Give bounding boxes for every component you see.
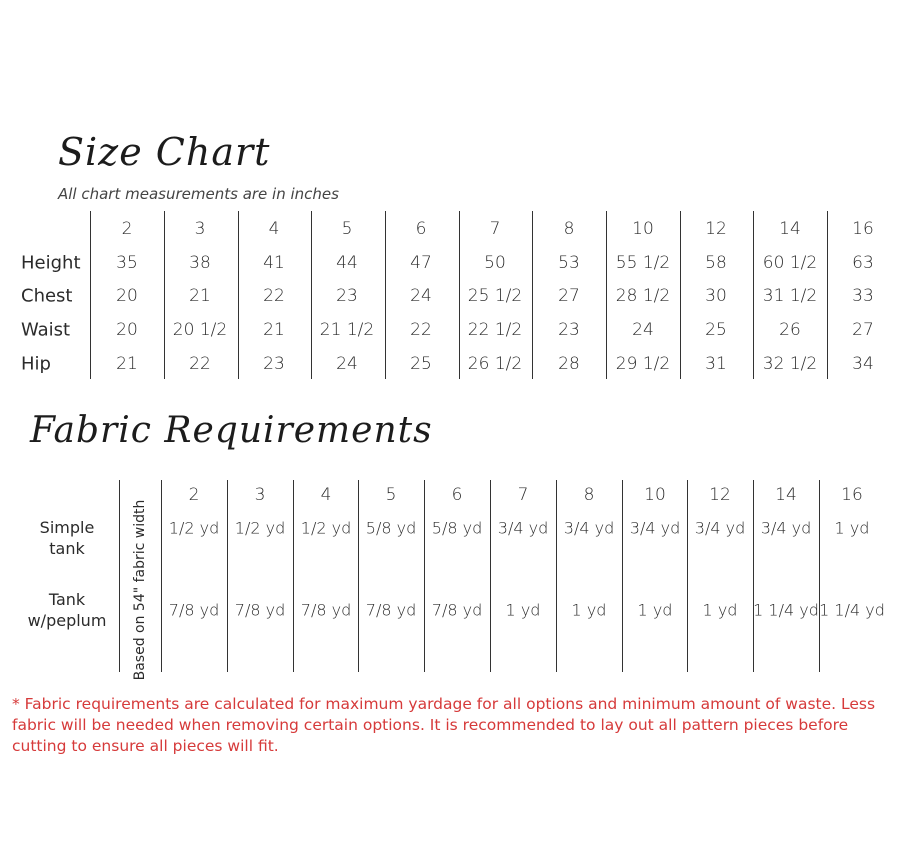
size-chart-cell: 27 <box>852 320 874 340</box>
size-chart-size-header: 4 <box>268 219 280 239</box>
size-chart-column-divider <box>385 211 386 379</box>
size-chart-column-divider <box>827 211 828 379</box>
size-chart-column-divider <box>680 211 681 379</box>
size-chart-cell: 28 1/2 <box>615 286 671 306</box>
size-chart-size-header: 5 <box>341 219 353 239</box>
size-chart-row-label: Chest <box>21 285 73 307</box>
size-chart-row-label: Height <box>21 252 81 274</box>
size-chart-column-divider <box>459 211 460 379</box>
fabric-cell: 1 1/4 yd <box>753 600 819 620</box>
fabric-size-header: 14 <box>775 485 797 505</box>
size-chart-size-header: 10 <box>632 219 654 239</box>
size-chart-cell: 20 1/2 <box>172 320 228 340</box>
size-chart-cell: 58 <box>705 253 727 273</box>
size-chart-cell: 44 <box>336 253 358 273</box>
size-chart-cell: 25 <box>410 354 432 374</box>
size-chart-cell: 63 <box>852 253 874 273</box>
size-chart-column-divider <box>311 211 312 379</box>
fabric-size-header: 2 <box>188 485 200 505</box>
fabric-cell: 7/8 yd <box>365 600 417 620</box>
size-chart-cell: 34 <box>852 354 874 374</box>
size-chart-cell: 53 <box>558 253 580 273</box>
size-chart-cell: 26 1/2 <box>467 354 523 374</box>
size-chart-cell: 23 <box>336 286 358 306</box>
fabric-cell: 3/4 yd <box>497 518 549 538</box>
size-chart-size-header: 2 <box>121 219 133 239</box>
fabric-cell: 1/2 yd <box>168 518 220 538</box>
size-chart-subtitle: All chart measurements are in inches <box>58 185 339 203</box>
fabric-column-divider <box>753 480 754 672</box>
size-chart-row-label: Hip <box>21 353 51 375</box>
fabric-column-divider <box>556 480 557 672</box>
fabric-column-divider <box>819 480 820 672</box>
size-chart-title: Size Chart <box>58 130 271 174</box>
fabric-column-divider <box>161 480 162 672</box>
fabric-size-header: 10 <box>644 485 666 505</box>
size-chart-cell: 20 <box>116 320 138 340</box>
fabric-cell: 1 yd <box>505 600 541 620</box>
fabric-column-divider <box>119 480 120 672</box>
fabric-cell: 1/2 yd <box>234 518 286 538</box>
size-chart-cell: 41 <box>263 253 285 273</box>
fabric-requirements-title: Fabric Requirements <box>30 410 433 451</box>
fabric-cell: 7/8 yd <box>168 600 220 620</box>
size-chart-size-header: 7 <box>489 219 501 239</box>
size-chart-cell: 27 <box>558 286 580 306</box>
fabric-cell: 3/4 yd <box>563 518 615 538</box>
fabric-column-divider <box>293 480 294 672</box>
size-chart-column-divider <box>238 211 239 379</box>
size-chart-cell: 23 <box>558 320 580 340</box>
size-chart-size-header: 14 <box>779 219 801 239</box>
size-chart-cell: 31 1/2 <box>762 286 818 306</box>
size-chart-cell: 28 <box>558 354 580 374</box>
size-chart-size-header: 12 <box>705 219 727 239</box>
size-chart-row-label: Waist <box>21 319 71 341</box>
size-chart-column-divider <box>90 211 91 379</box>
fabric-size-header: 16 <box>841 485 863 505</box>
size-chart-cell: 23 <box>263 354 285 374</box>
fabric-cell: 5/8 yd <box>365 518 417 538</box>
size-chart-cell: 25 <box>705 320 727 340</box>
fabric-row-label: Simple tank <box>39 518 95 558</box>
fabric-row-label: Tank w/peplum <box>27 590 107 630</box>
fabric-cell: 7/8 yd <box>431 600 483 620</box>
size-chart-cell: 29 1/2 <box>615 354 671 374</box>
fabric-cell: 1 yd <box>702 600 738 620</box>
size-chart-cell: 47 <box>410 253 432 273</box>
fabric-cell: 3/4 yd <box>760 518 812 538</box>
fabric-column-divider <box>227 480 228 672</box>
size-chart-cell: 50 <box>484 253 506 273</box>
size-chart-cell: 55 1/2 <box>615 253 671 273</box>
fabric-cell: 3/4 yd <box>629 518 681 538</box>
size-chart-cell: 22 <box>189 354 211 374</box>
size-chart-column-divider <box>532 211 533 379</box>
size-chart-cell: 32 1/2 <box>762 354 818 374</box>
size-chart-cell: 30 <box>705 286 727 306</box>
size-chart-cell: 21 <box>189 286 211 306</box>
fabric-column-divider <box>490 480 491 672</box>
size-chart-cell: 33 <box>852 286 874 306</box>
fabric-cell: 1 yd <box>571 600 607 620</box>
fabric-size-header: 6 <box>451 485 463 505</box>
fabric-cell: 1 yd <box>834 518 870 538</box>
fabric-size-header: 7 <box>517 485 529 505</box>
fabric-cell: 7/8 yd <box>234 600 286 620</box>
size-chart-cell: 26 <box>779 320 801 340</box>
fabric-cell: 5/8 yd <box>431 518 483 538</box>
fabric-cell: 1 1/4 yd <box>819 600 885 620</box>
fabric-size-header: 12 <box>709 485 731 505</box>
size-chart-column-divider <box>164 211 165 379</box>
size-chart-cell: 22 1/2 <box>467 320 523 340</box>
fabric-column-divider <box>358 480 359 672</box>
fabric-size-header: 4 <box>320 485 332 505</box>
size-chart-cell: 38 <box>189 253 211 273</box>
size-chart-cell: 20 <box>116 286 138 306</box>
fabric-cell: 1/2 yd <box>300 518 352 538</box>
size-chart-cell: 31 <box>705 354 727 374</box>
fabric-column-divider <box>424 480 425 672</box>
fabric-cell: 1 yd <box>637 600 673 620</box>
size-chart-cell: 35 <box>116 253 138 273</box>
size-chart-cell: 24 <box>632 320 654 340</box>
size-chart-column-divider <box>753 211 754 379</box>
size-chart-cell: 22 <box>263 286 285 306</box>
size-chart-cell: 60 1/2 <box>762 253 818 273</box>
fabric-column-divider <box>687 480 688 672</box>
size-chart-cell: 21 <box>116 354 138 374</box>
size-chart-cell: 24 <box>336 354 358 374</box>
size-chart-cell: 25 1/2 <box>467 286 523 306</box>
size-chart-cell: 21 1/2 <box>319 320 375 340</box>
fabric-cell: 3/4 yd <box>694 518 746 538</box>
size-chart-cell: 22 <box>410 320 432 340</box>
fabric-size-header: 3 <box>254 485 266 505</box>
size-chart-size-header: 3 <box>194 219 206 239</box>
fabric-cell: 7/8 yd <box>300 600 352 620</box>
fabric-width-note: Based on 54" fabric width <box>132 499 148 681</box>
fabric-footnote: * Fabric requirements are calculated for maximum yardage for all options and minimum amount of waste. Less fabric will be needed when removing certain options. It is recommended to lay out all pattern pieces before cutting to ensure all pieces will fit. <box>12 695 876 755</box>
fabric-column-divider <box>622 480 623 672</box>
size-chart-size-header: 8 <box>563 219 575 239</box>
fabric-size-header: 8 <box>583 485 595 505</box>
size-chart-cell: 21 <box>263 320 285 340</box>
size-chart-size-header: 16 <box>852 219 874 239</box>
size-chart-cell: 24 <box>410 286 432 306</box>
fabric-size-header: 5 <box>385 485 397 505</box>
size-chart-column-divider <box>606 211 607 379</box>
size-chart-size-header: 6 <box>415 219 427 239</box>
